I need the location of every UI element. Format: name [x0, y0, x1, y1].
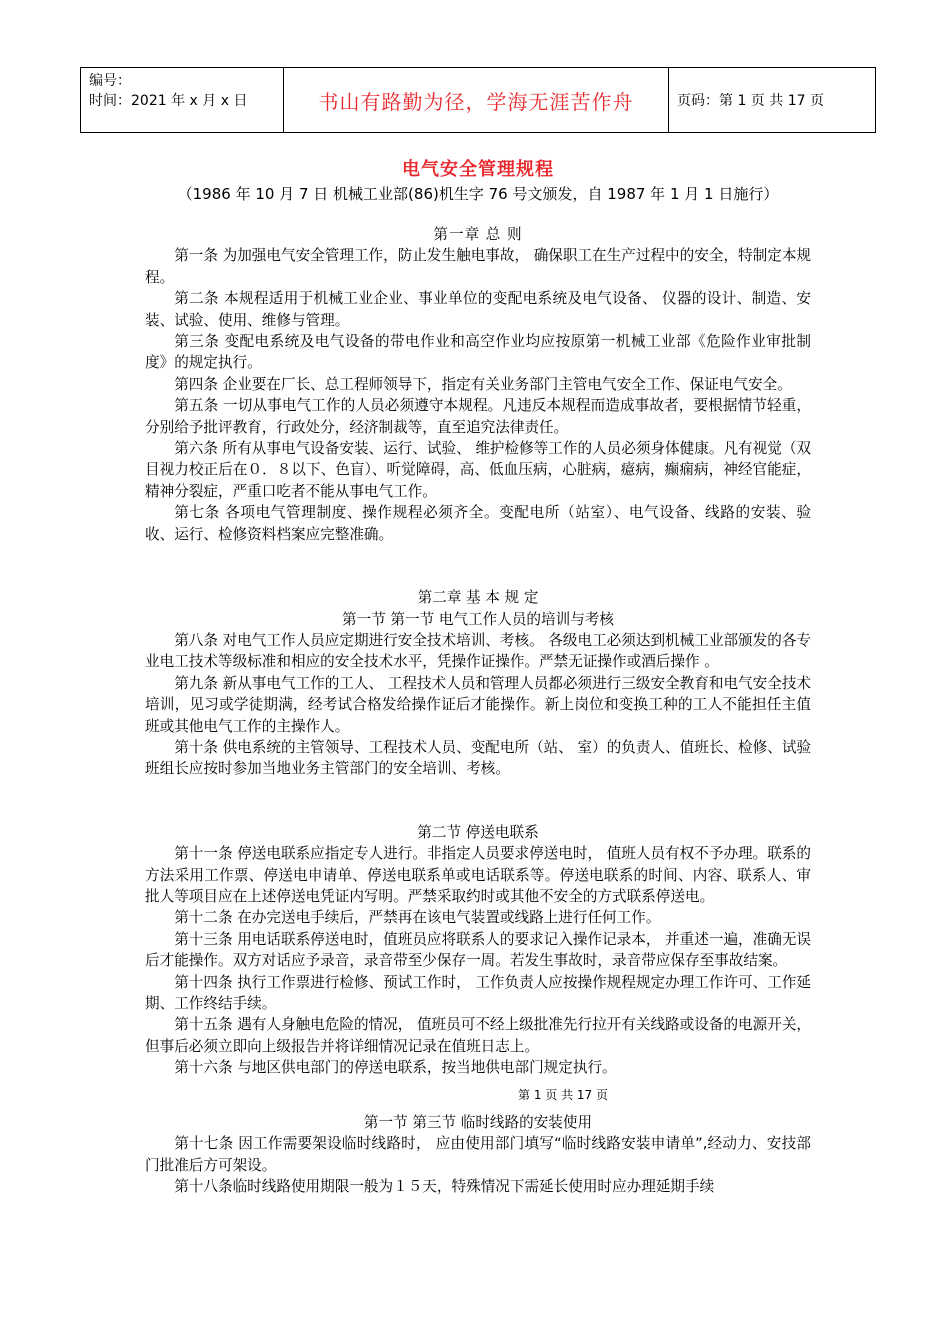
- article-18: 第十八条临时线路使用期限一般为１５天，特殊情况下需延长使用时应办理延期手续: [174, 1178, 715, 1196]
- article-5: 第五条 一切从事电气工作的人员必须遵守本规程。凡违反本规程而造成事故者，要根据情节轻重，分别给予批评教育，行政处分，经济制裁等，直至追究法律责任。: [145, 397, 811, 436]
- spacer: [145, 545, 811, 587]
- article-3: 第三条 变配电系统及电气设备的带电作业和高空作业均应按原第一机械工业部《危险作业审批制度》的规定执行。: [145, 333, 811, 372]
- article-11: 第十一条 停送电联系应指定专人进行。非指定人员要求停送电时， 值班人员有权不予办理。联系的方法采用工作票、停送电申请单、停送电联系单或电话联系等。停送电联系的时间、内容、联系人、审批人等项目应在上述停送电凭证内写明。严禁采取约时或其他不安全的方式联系停送电。: [145, 845, 812, 905]
- page-footer: 第 1 页 共 17 页: [518, 1087, 608, 1102]
- document-time-label: 时间：2021 年 x 月 x 日: [89, 93, 248, 109]
- article-13: 第十三条 用电话联系停送电时，值班员应将联系人的要求记入操作记录本， 并重述一遍，准确无误后才能操作。双方对话应予录音，录音带至少保存一周。若发生事故时，录音带应保存至事故结案。: [145, 930, 812, 970]
- article-8: 第八条 对电气工作人员应定期进行安全技术培训、考核。 各级电工必须达到机械工业部颁发的各专业电工技术等级标准和相应的安全技术水平，凭操作证操作。严禁无证操作或酒后操作 。: [145, 631, 812, 671]
- article-4: 第四条 企业要在厂长、总工程师领导下，指定有关业务部门主管电气安全工作、保证电气安全。: [174, 375, 792, 393]
- header-meta-cell: [81, 68, 284, 133]
- article-12: 第十二条 在办完送电手续后，严禁再在该电气装置或线路上进行任何工作。: [174, 909, 661, 927]
- section-1-heading: 第一节 第一节 电气工作人员的培训与考核: [342, 610, 614, 628]
- article-9: 第九条 新从事电气工作的工人、 工程技术人员和管理人员都必须进行三级安全教育和电气安全技术培训，见习或学徒期满，经考试合格发给操作证后才能操作。新上岗位和变换工种的工人不能担任主值班或其他电气工作的主操作人。: [145, 674, 812, 735]
- section-2-heading: 第二节 停送电联系: [417, 823, 539, 841]
- article-2: 第二条 本规程适用于机械工业企业、事业单位的变配电系统及电气设备、 仪器的设计、制造、安装、试验、使用、维修与管理。: [145, 290, 811, 329]
- article-17: 第十七条 因工作需要架设临时线路时， 应由使用部门填写“临时线路安装申请单”,经动力、安技部门批准后方可架设。: [145, 1135, 811, 1174]
- section-3-heading: 第一节 第三节 临时线路的安装使用: [363, 1114, 593, 1132]
- article-1: 第一条 为加强电气安全管理工作，防止发生触电事故， 确保职工在生产过程中的安全，特制定本规程。: [145, 247, 812, 286]
- document-title: 电气安全管理规程: [402, 159, 554, 180]
- article-14: 第十四条 执行工作票进行检修、预试工作时， 工作负责人应按操作规程规定办理工作许可、工作延期、工作终结手续。: [145, 973, 812, 1012]
- document-subtitle: （1986 年 10 月 7 日 机械工业部(86)机生字 76 号文颁发，自 1987 年 1 月 1 日施行）: [177, 185, 779, 203]
- header-page-number: 页码：第 1 页 共 17 页: [669, 68, 876, 133]
- article-15: 第十五条 遇有人身触电危险的情况， 值班员可不经上级批准先行拉开有关线路或设备的电源开关，但事后必须立即向上级报告并将详细情况记录在值班日志上。: [145, 1016, 812, 1055]
- article-6: 第六条 所有从事电气设备安装、运行、试验、 维护检修等工作的人员必须身体健康。凡有视觉（双目视力校正后在０．８以下、色盲）、听觉障碍，高、低血压病，心脏病，癔病，癫痫病，神经官能症，精神分裂症，严重口吃者不能从事电气工作。: [145, 440, 812, 500]
- spacer: [145, 780, 811, 822]
- article-16: 第十六条 与地区供电部门的停送电联系，按当地供电部门规定执行。: [174, 1059, 617, 1077]
- header-motto: 书山有路勤为径，学海无涯苦作舟: [284, 68, 669, 133]
- article-7: 第七条 各项电气管理制度、操作规程必须齐全。变配电所（站室）、电气设备、线路的安装、验收、运行、检修资料档案应完整准确。: [145, 504, 811, 543]
- article-10: 第十条 供电系统的主管领导、工程技术人员、变配电所（站、 室）的负责人、值班长、检修、试验班组长应按时参加当地业务主管部门的安全培训、考核。: [145, 738, 812, 778]
- chapter-2-heading: 第二章 基 本 规 定: [417, 589, 539, 607]
- document-number-label: 编号：: [89, 73, 131, 89]
- document-body: [145, 158, 811, 1198]
- chapter-1-heading: 第一章 总 则: [433, 226, 523, 243]
- header-table: [80, 67, 876, 133]
